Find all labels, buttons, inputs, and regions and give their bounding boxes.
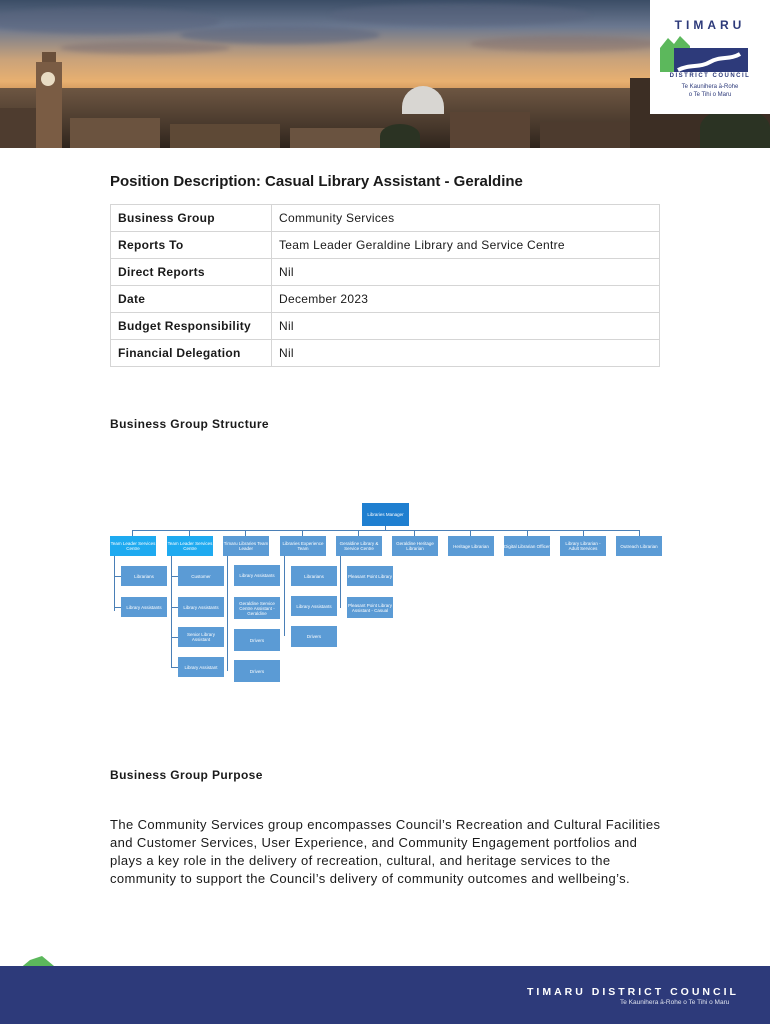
council-logo bbox=[650, 0, 770, 114]
purpose-paragraph: The Community Services group encompasses Council’s Recreation and Cultural Facilities and Customer Services, User Experience, and Community Engagement portfolios and plays a key role in the delivery of recreation, cultural, and heritage services to the community to support the Council’s delivery of community outcomes and wellbeing’s. bbox=[110, 817, 661, 886]
row-label: Business Group bbox=[111, 205, 272, 232]
table-row bbox=[111, 340, 660, 367]
table-row bbox=[111, 313, 660, 340]
row-value: Nil bbox=[272, 259, 660, 286]
row-label: Reports To bbox=[111, 232, 272, 259]
org-node: Library Assistants bbox=[234, 565, 280, 586]
org-node: Library Assistants bbox=[121, 597, 167, 617]
org-node: Senior Library Assistant bbox=[178, 627, 224, 647]
org-node-level2: Timaru Libraries Team Leader bbox=[223, 536, 269, 556]
row-value: Community Services bbox=[272, 205, 660, 232]
org-node-level2: Library Librarian - Adult Services bbox=[560, 536, 606, 556]
table-row bbox=[111, 232, 660, 259]
row-value: Team Leader Geraldine Library and Service Centre bbox=[272, 232, 660, 259]
org-node: Drivers bbox=[234, 660, 280, 682]
row-value: Nil bbox=[272, 340, 660, 367]
org-node-level2: Geraldine Library & Service Centre bbox=[336, 536, 382, 556]
table-row bbox=[111, 205, 660, 232]
position-info-table bbox=[110, 204, 660, 367]
row-label: Financial Delegation bbox=[111, 340, 272, 367]
row-label: Date bbox=[111, 286, 272, 313]
logo-maori-line1: Te Kaunihera ā-Rohe bbox=[681, 84, 739, 90]
org-node: Librarians bbox=[121, 566, 167, 586]
org-node-top: Libraries Manager bbox=[362, 503, 409, 526]
mountain-river-icon bbox=[660, 34, 760, 72]
org-node-level2: Outreach Librarian bbox=[616, 536, 662, 556]
org-node: Pleasant Point Library bbox=[347, 566, 393, 586]
row-value: Nil bbox=[272, 313, 660, 340]
footer-wordmark: TIMARU DISTRICT COUNCIL bbox=[527, 986, 739, 998]
document-title: Position Description: Casual Library Assistant - Geraldine bbox=[110, 173, 523, 190]
org-node-level2: Team Leader Services Centre bbox=[110, 536, 156, 556]
org-node: Library Assistants bbox=[291, 596, 337, 616]
org-node-level2: Team Leader Services Centre bbox=[167, 536, 213, 556]
org-node: Drivers bbox=[291, 626, 337, 647]
table-row bbox=[111, 259, 660, 286]
org-node-level2: Libraries Experience Team bbox=[280, 536, 326, 556]
purpose-heading: Business Group Purpose bbox=[110, 768, 263, 782]
org-node: Library Assistants bbox=[178, 597, 224, 617]
logo-wordmark: TIMARU bbox=[674, 18, 746, 32]
logo-maori-line2: o Te Tihi o Maru bbox=[688, 92, 732, 98]
org-node-level2: Geraldine Heritage Librarian bbox=[392, 536, 438, 556]
footer-maori-text: Te Kaunihera ā-Rohe o Te Tihi o Maru bbox=[620, 999, 730, 1006]
org-node: Drivers bbox=[234, 629, 280, 651]
structure-heading: Business Group Structure bbox=[110, 417, 269, 431]
row-label: Budget Responsibility bbox=[111, 313, 272, 340]
row-value: December 2023 bbox=[272, 286, 660, 313]
logo-council-text: DISTRICT COUNCIL bbox=[669, 73, 751, 79]
org-node: Pleasant Point Library Assistant - Casual bbox=[347, 597, 393, 618]
org-node: Customer bbox=[178, 566, 224, 586]
org-node: Librarians bbox=[291, 566, 337, 586]
org-node-level2: Heritage Librarian bbox=[448, 536, 494, 556]
org-node: Library Assistant bbox=[178, 657, 224, 677]
org-node: Geraldine Service Centre Assistant - Geraldine bbox=[234, 597, 280, 619]
table-row bbox=[111, 286, 660, 313]
row-label: Direct Reports bbox=[111, 259, 272, 286]
org-node-level2: Digital Librarian Officer bbox=[504, 536, 550, 556]
